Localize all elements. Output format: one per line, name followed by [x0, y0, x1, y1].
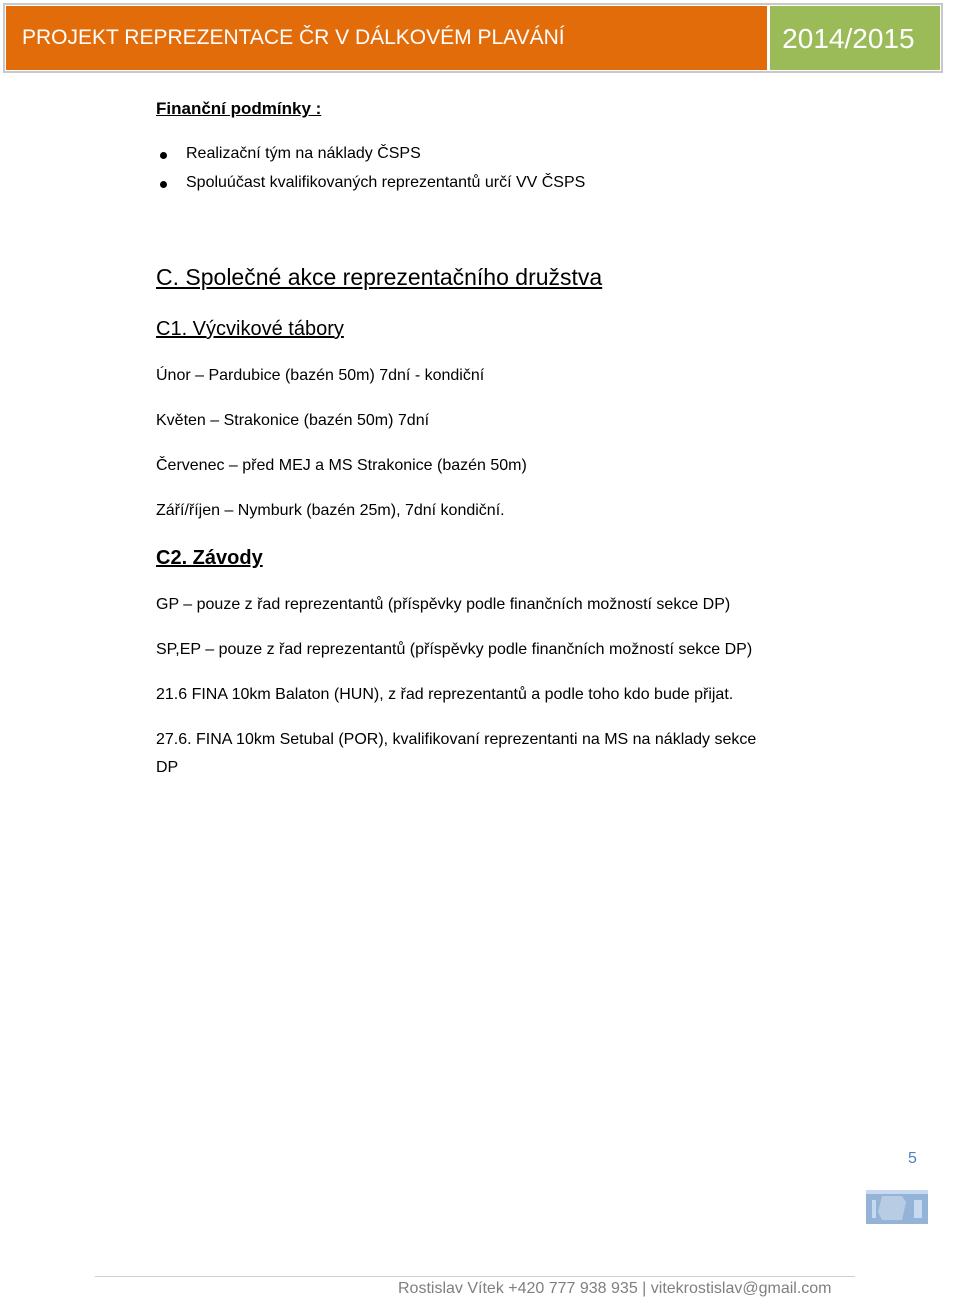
footer-rule [95, 1276, 855, 1277]
bullet-icon [160, 152, 167, 159]
c1-line: Únor – Pardubice (bazén 50m) 7dní - kondiční [156, 367, 485, 384]
c1-heading: C1. Výcvikové tábory [156, 318, 344, 340]
c1-line: Září/říjen – Nymburk (bazén 25m), 7dní kondiční. [156, 502, 505, 519]
c2-line: DP [156, 759, 179, 776]
header-year: 2014/2015 [770, 6, 940, 70]
page-header [3, 3, 943, 73]
bullet-icon [160, 181, 167, 188]
page-corner-icon [866, 1190, 928, 1226]
c1-line: Květen – Strakonice (bazén 50m) 7dní [156, 412, 430, 429]
section-c-heading: C. Společné akce reprezentačního družstva [156, 264, 603, 290]
footer-text: Rostislav Vítek +420 777 938 935 | vitekrostislav@gmail.com [398, 1280, 832, 1297]
c2-line: 21.6 FINA 10km Balaton (HUN), z řad reprezentantů a podle toho kdo bude přijat. [156, 686, 734, 703]
financial-item: Spoluúčast kvalifikovaných reprezentantů určí VV ČSPS [186, 174, 586, 191]
c2-heading: C2. Závody [156, 547, 263, 569]
c2-line: SP,EP – pouze z řad reprezentantů (příspěvky podle finančních možností sekce DP) [156, 641, 753, 658]
financial-heading: Finanční podmínky : [156, 99, 322, 118]
page-number: 5 [908, 1150, 917, 1167]
financial-item: Realizační tým na náklady ČSPS [186, 145, 421, 162]
c1-line: Červenec – před MEJ a MS Strakonice (bazén 50m) [156, 457, 527, 474]
header-title: PROJEKT REPREZENTACE ČR V DÁLKOVÉM PLAVÁNÍ [6, 6, 767, 70]
c2-line: GP – pouze z řad reprezentantů (příspěvky podle finančních možností sekce DP) [156, 596, 731, 613]
c2-line: 27.6. FINA 10km Setubal (POR), kvalifikovaní reprezentanti na MS na náklady sekce [156, 731, 757, 748]
